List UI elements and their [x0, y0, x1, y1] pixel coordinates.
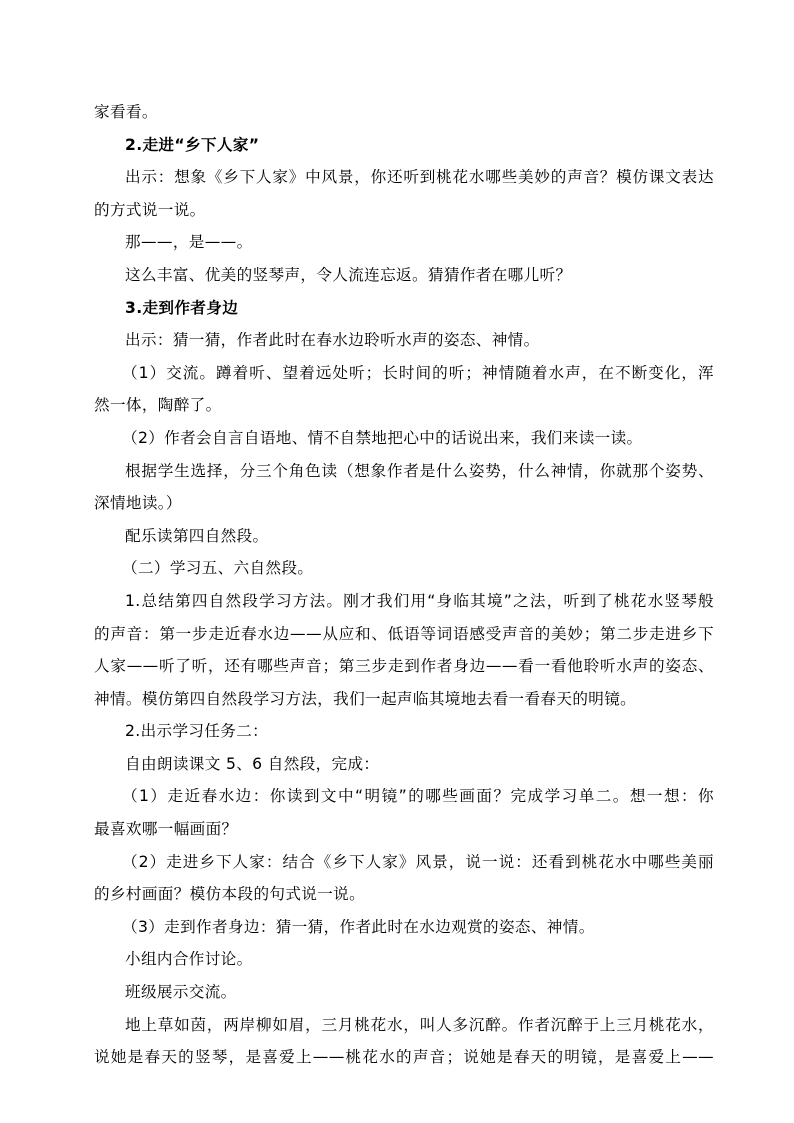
paragraph-line: （二）学习五、六自然段。	[122, 559, 314, 578]
section-heading: 3.走到作者身边	[125, 298, 239, 317]
paragraph-line: 出示：想象《乡下人家》中风景，你还听到桃花水哪些美妙的声音？模仿课文表达	[125, 168, 714, 187]
paragraph-line: 班级展示交流。	[125, 983, 237, 1002]
paragraph-line: 最喜欢哪一幅画面？	[94, 820, 238, 839]
paragraph-line: 然一体，陶醉了。	[94, 396, 222, 415]
document-body	[94, 96, 714, 1074]
paragraph-line: 自由朗读课文 5、6 自然段，完成：	[125, 754, 380, 773]
paragraph-line: （2）作者会自言自语地、情不自禁地把心中的话说出来，我们来读一读。	[122, 428, 643, 447]
paragraph-line: 说她是春天的竖琴，是喜爱上——桃花水的声音；说她是春天的明镜，是喜爱上——	[94, 1048, 714, 1067]
paragraph-line: （3）走到作者身边：猜一猜，作者此时在水边观赏的姿态、神情。	[122, 917, 595, 936]
paragraph-line: 人家——听了听，还有哪些声音；第三步走到作者身边——看一看他聆听水声的姿态、	[94, 657, 714, 676]
paragraph-line: 2.出示学习任务二：	[125, 722, 269, 741]
paragraph-line: 神情。模仿第四自然段学习方法，我们一起声临其境地去看一看春天的明镜。	[94, 689, 637, 708]
paragraph-line: 这么丰富、优美的竖琴声，令人流连忘返。猜猜作者在哪儿听？	[125, 265, 572, 284]
section-heading: 2.走进“乡下人家”	[125, 135, 260, 154]
paragraph-line: 配乐读第四自然段。	[125, 526, 269, 545]
paragraph-line: 家看看。	[94, 103, 158, 121]
paragraph-line: （2）走进乡下人家：结合《乡下人家》风景，说一说：还看到桃花水中哪些美丽	[122, 852, 714, 871]
paragraph-line: 地上草如茵，两岸柳如眉，三月桃花水，叫人多沉醉。作者沉醉于上三月桃花水，	[125, 1015, 714, 1034]
paragraph-line: （1）走近春水边：你读到文中“明镜”的哪些画面？完成学习单二。想一想：你	[122, 787, 714, 806]
paragraph-line: 那——，是——。	[125, 233, 253, 252]
paragraph-line: 的声音：第一步走近春水边——从应和、低语等词语感受声音的美妙；第二步走进乡下	[94, 624, 714, 643]
paragraph-line: 出示：猜一猜，作者此时在春水边聆听水声的姿态、神情。	[125, 331, 540, 350]
paragraph-line: （1）交流。蹲着听、望着远处听；长时间的听；神情随着水声，在不断变化，浑	[122, 363, 714, 382]
paragraph-line: 的乡村画面？模仿本段的句式说一说。	[94, 885, 366, 904]
paragraph-line: 1.总结第四自然段学习方法。刚才我们用“身临其境”之法，听到了桃花水竖琴般	[125, 591, 714, 610]
paragraph-line: 深情地读。）	[94, 494, 182, 513]
paragraph-line: 小组内合作讨论。	[125, 950, 253, 969]
paragraph-line: 根据学生选择，分三个角色读（想象作者是什么姿势，什么神情，你就那个姿势、	[125, 461, 714, 480]
paragraph-line: 的方式说一说。	[94, 200, 206, 219]
